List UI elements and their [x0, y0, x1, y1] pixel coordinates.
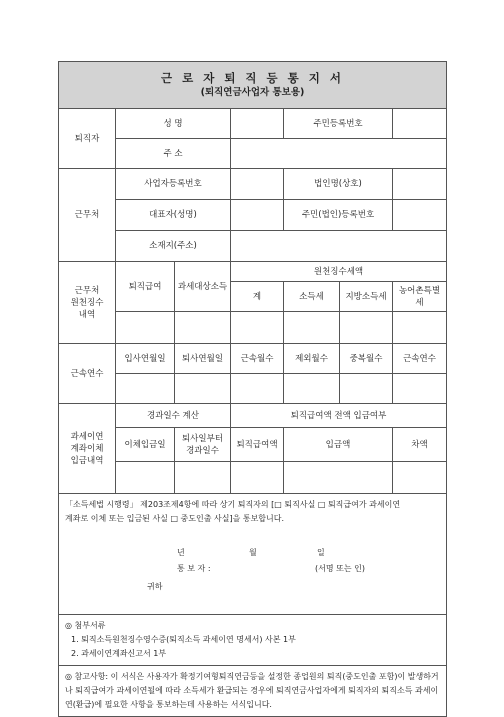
rep-field[interactable] [231, 200, 284, 231]
form-title: 근 로 자 퇴 직 등 통 지 서 [160, 71, 344, 85]
service-section-label: 근속연수 [59, 344, 116, 404]
taxable-retire-header: 과세대상소득 [175, 262, 231, 312]
day-label: 일 [317, 548, 325, 557]
months-header: 근속월수 [231, 344, 284, 374]
location-field[interactable] [231, 231, 447, 262]
join-date-field[interactable] [116, 374, 175, 404]
biz-no-field[interactable] [231, 169, 284, 200]
title-block [59, 62, 447, 109]
attachments-heading: ◎ 첨부서류 [65, 621, 106, 630]
sign-label: (서명 또는 인) [315, 564, 365, 573]
retiree-section-label: 퇴직자 [59, 109, 116, 169]
location-label: 소재지(주소) [116, 231, 231, 262]
retire-pay-header: 퇴직급여 [116, 262, 175, 312]
notification-form [58, 61, 446, 717]
difference-header: 차액 [393, 428, 447, 462]
total-field[interactable] [231, 312, 284, 344]
name-field[interactable] [231, 109, 284, 139]
notifier-label: 통 보 자 : [177, 564, 211, 573]
address-label: 주 소 [116, 139, 231, 169]
rural-tax-field[interactable] [393, 312, 447, 344]
corp-name-field[interactable] [393, 169, 447, 200]
deposit-amount-field[interactable] [284, 462, 393, 494]
leave-date-field[interactable] [175, 374, 231, 404]
recipient-label: 귀하 [147, 582, 163, 591]
form-table [58, 61, 447, 717]
retire-amount-header: 퇴직급여액 [231, 428, 284, 462]
rrn-field[interactable] [393, 109, 447, 139]
month-label: 월 [249, 548, 257, 557]
full-deposit-header: 퇴직급여액 전액 입금여부 [231, 404, 447, 428]
attachment-item-1: 1. 퇴직소득원천징수영수증(퇴직소득 과세이연 명세서) 사본 1부 [71, 635, 296, 644]
elapsed-calc-header: 경과일수 계산 [116, 404, 231, 428]
declaration-line-2: 계좌로 이체 또는 입금된 사실 □ 중도인출 사실]을 통보합니다. [65, 514, 285, 523]
taxable-retire-field[interactable] [175, 312, 231, 344]
address-field[interactable] [231, 139, 447, 169]
signature-area [65, 526, 440, 610]
note-text: ◎ 참고사항: 이 서식은 사용자가 확정기여형퇴직연금등을 설정한 종업원의 퇴직(중도인출 포함)이 발생하거나 퇴직급여가 과세이연될에 따라 소득세가 환급되는 경우에 퇴직연금사업자에게 퇴직자의 퇴직소득 과세이연(환급)에 필요한 사항을 통보하는데 사용하는 서식입니다. [65, 672, 439, 709]
retire-amount-field[interactable] [231, 462, 284, 494]
transfer-date-field[interactable] [116, 462, 175, 494]
local-tax-field[interactable] [340, 312, 393, 344]
total-header: 계 [231, 282, 284, 312]
elapsed-days-header: 퇴사일부터 경과일수 [175, 428, 231, 462]
form-subtitle: (퇴직연금사업자 통보용) [200, 87, 305, 98]
elapsed-days-field[interactable] [175, 462, 231, 494]
withheld-tax-header: 원천징수세액 [231, 262, 447, 282]
withholding-section-label: 근무처 원천징수 내역 [59, 262, 116, 344]
rep-label: 대표자(성명) [116, 200, 231, 231]
excluded-months-field[interactable] [284, 374, 340, 404]
declaration-block [59, 494, 447, 615]
join-date-header: 입사연월일 [116, 344, 175, 374]
overlap-months-header: 중복월수 [340, 344, 393, 374]
difference-field[interactable] [393, 462, 447, 494]
year-label: 년 [177, 548, 185, 557]
income-tax-field[interactable] [284, 312, 340, 344]
note-block [59, 666, 447, 717]
attachment-item-2: 2. 과세이연계좌신고서 1부 [71, 649, 167, 658]
corp-no-field[interactable] [393, 200, 447, 231]
name-label: 성 명 [116, 109, 231, 139]
excluded-months-header: 제외월수 [284, 344, 340, 374]
years-field[interactable] [393, 374, 447, 404]
income-tax-header: 소득세 [284, 282, 340, 312]
overlap-months-field[interactable] [340, 374, 393, 404]
local-tax-header: 지방소득세 [340, 282, 393, 312]
attachments-block [59, 615, 447, 666]
corp-no-label: 주민(법인)등록번호 [284, 200, 393, 231]
deposit-amount-header: 입금액 [284, 428, 393, 462]
transfer-section-label: 과세이연 계좌이체 입금내역 [59, 404, 116, 494]
rural-tax-header: 농어촌특별세 [393, 282, 447, 312]
years-header: 근속연수 [393, 344, 447, 374]
months-field[interactable] [231, 374, 284, 404]
rrn-label: 주민등록번호 [284, 109, 393, 139]
declaration-line-1: 「소득세법 시행령」 제203조제4항에 따라 상기 퇴직자의 [□ 퇴직사실 □ 퇴직급여가 과세이연 [65, 500, 401, 509]
leave-date-header: 퇴사연월일 [175, 344, 231, 374]
corp-name-label: 법인명(상호) [284, 169, 393, 200]
workplace-section-label: 근무처 [59, 169, 116, 262]
biz-no-label: 사업자등록번호 [116, 169, 231, 200]
transfer-date-header: 이체입금일 [116, 428, 175, 462]
retire-pay-field[interactable] [116, 312, 175, 344]
